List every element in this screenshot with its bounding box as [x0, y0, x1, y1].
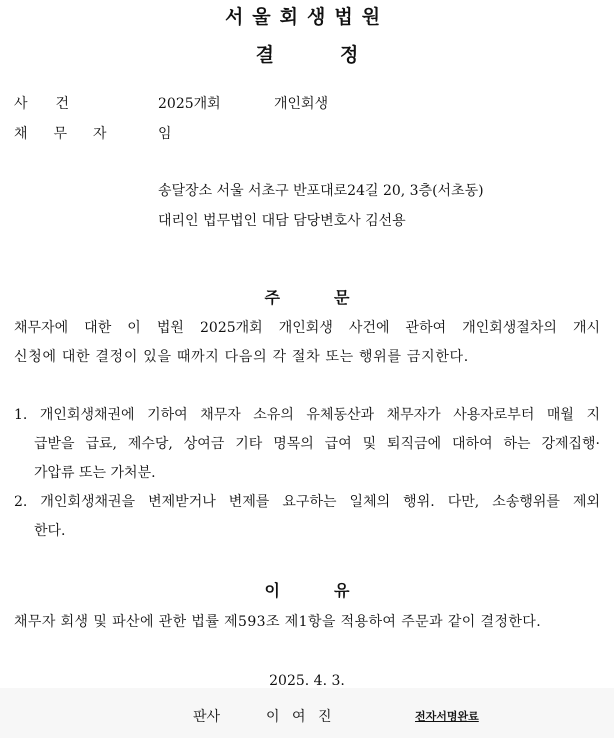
decision-date: 2025. 4. 3.	[269, 673, 345, 689]
order-item-1-line-2: 급받을 급료, 제수당, 상여금 기타 명목의 급여 및 퇴직금에 대하여 하는 강제집행·	[34, 436, 600, 452]
legal-agent: 대리인 법무법인 대담 담당변호사 김선용	[158, 213, 406, 229]
reason-heading	[0, 578, 614, 601]
judge-title: 판사	[193, 709, 221, 725]
order-item-2-line-2: 한다.	[34, 523, 66, 539]
reason-heading-char-1: 이	[264, 581, 280, 600]
order-item-1-line-1: 1. 개인회생채권에 기하여 채무자 소유의 유체동산과 채무자가 사용자로부터 매월 지	[14, 407, 600, 423]
order-heading	[0, 285, 614, 308]
order-item-1-line-3: 가압류 또는 가처분.	[34, 465, 156, 481]
service-address: 송달장소 서울 서초구 반포대로24길 20, 3층(서초동)	[158, 183, 484, 199]
court-name: 서울회생법원	[224, 6, 390, 28]
order-heading-char-1: 주	[264, 288, 280, 307]
order-heading-char-2: 문	[334, 288, 350, 307]
document-type-char-2: 정	[340, 44, 359, 66]
reason-text: 채무자 회생 및 파산에 관한 법률 제593조 제1항을 적용하여 주문과 같이 결정한다.	[14, 614, 542, 630]
case-type: 개인회생	[274, 96, 329, 112]
judge-name: 이 여 진	[266, 709, 336, 725]
document-type-char-1: 결	[255, 44, 274, 66]
case-number: 2025개회	[158, 96, 221, 112]
document-type	[0, 40, 614, 67]
debtor-label: 채무자	[14, 126, 133, 142]
reason-heading-char-2: 유	[334, 581, 350, 600]
debtor-name: 임	[158, 126, 172, 142]
case-label: 사건	[14, 96, 98, 112]
order-intro-line-1: 채무자에 대한 이 법원 2025개회 개인회생 사건에 관하여 개인회생절차의 개시	[14, 320, 600, 336]
order-item-2-line-1: 2. 개인회생채권을 변제받거나 변제를 요구하는 일체의 행위. 다만, 소송행위를 제외	[14, 494, 600, 510]
e-signature-mark: 전자서명완료	[415, 710, 479, 723]
order-intro-line-2: 신청에 대한 결정이 있을 때까지 다음의 각 절차 또는 행위를 금지한다.	[14, 349, 469, 365]
